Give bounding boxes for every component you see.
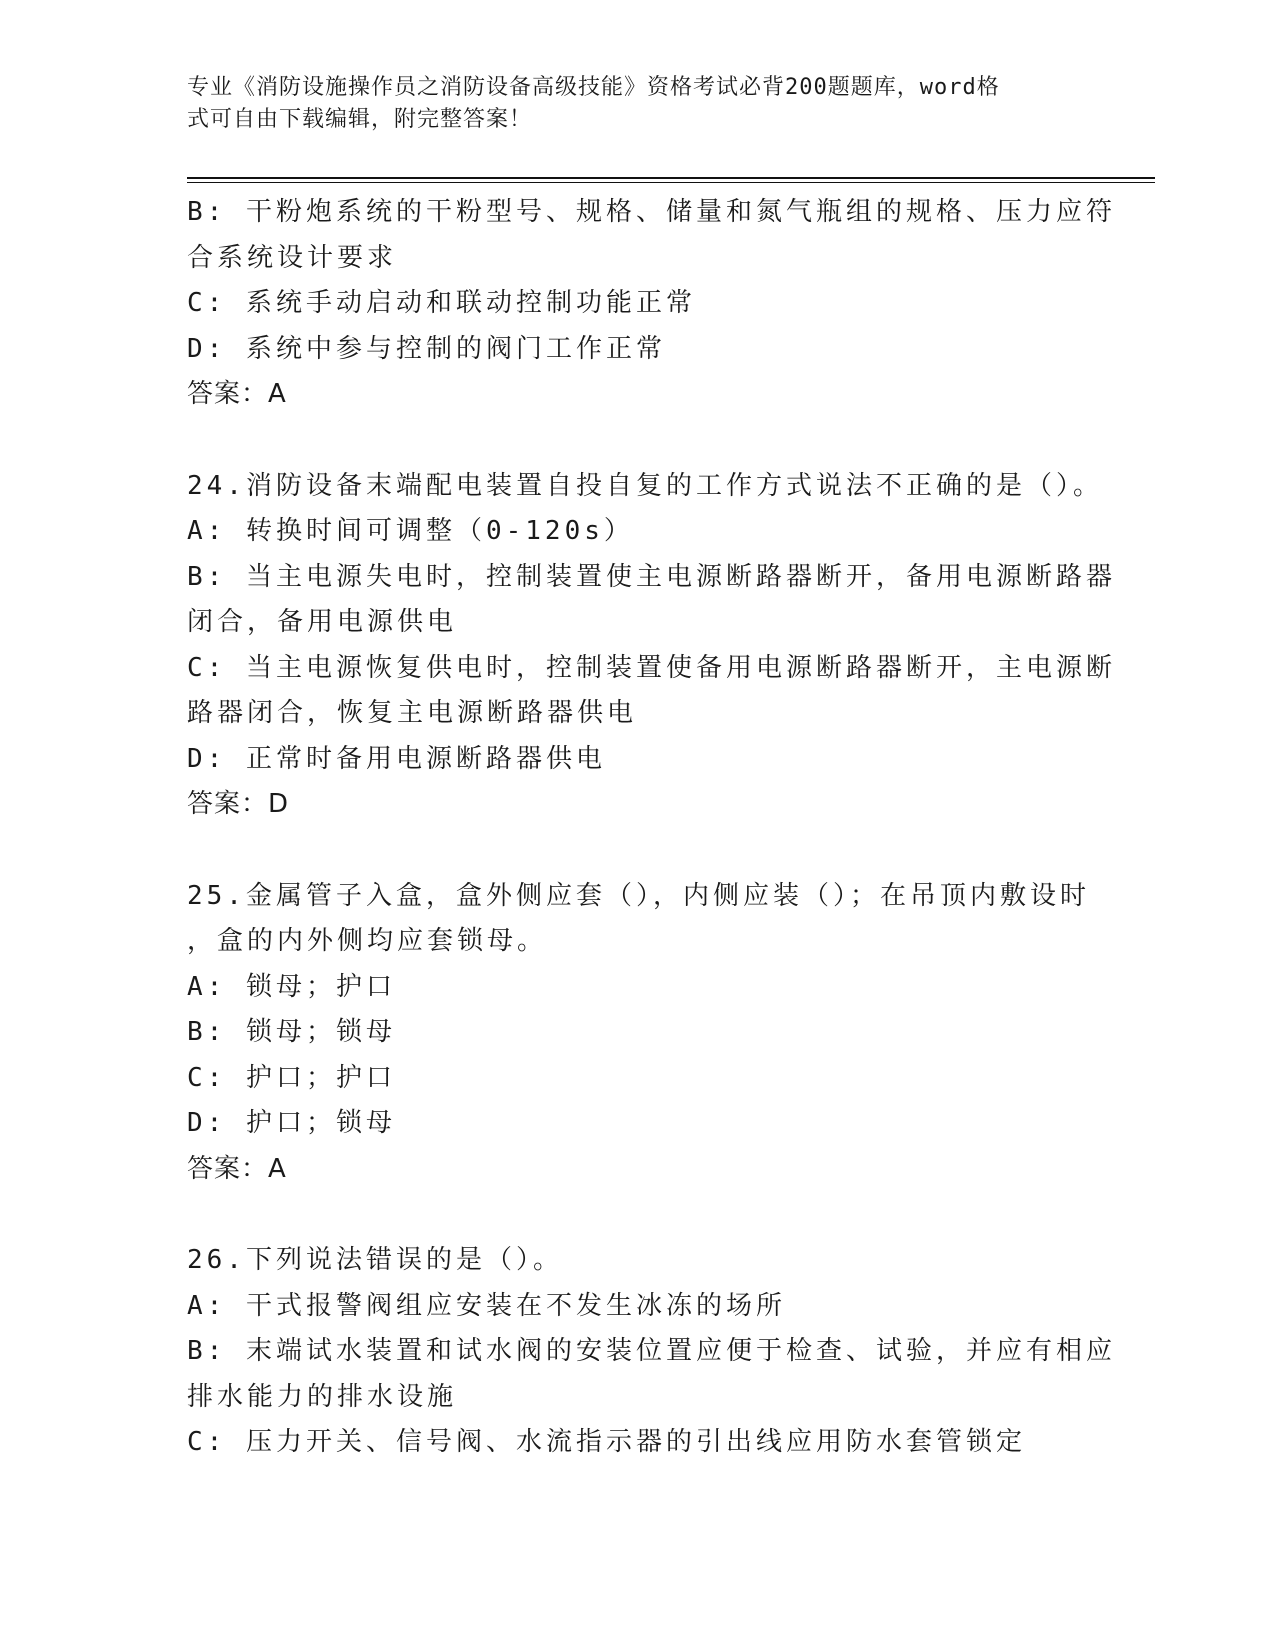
option-a: A: 干式报警阀组应安装在不发生冰冻的场所 <box>187 1290 786 1321</box>
question-26 <box>187 1238 1116 1466</box>
header-line-2: 式可自由下载编辑，附完整答案！ <box>187 107 533 132</box>
question-text: 24.消防设备末端配电装置自投自复的工作方式说法不正确的是（）。 <box>187 470 1103 501</box>
header-rule-thick <box>187 177 1155 179</box>
document-header <box>187 72 1067 136</box>
option-c-line-2: 路器闭合，恢复主电源断路器供电 <box>187 698 638 728</box>
option-b-line-2: 闭合，备用电源供电 <box>187 607 458 637</box>
question-content <box>187 190 1116 1466</box>
question-text-line-1: 25.金属管子入盒，盒外侧应套（），内侧应装（）；在吊顶内敷设时 <box>187 880 1090 911</box>
question-text-line-2: ，盒的内外侧均应套锁母。 <box>187 926 548 956</box>
option-b-line-1: B: 当主电源失电时，控制装置使主电源断路器断开，备用电源断路器 <box>187 561 1116 592</box>
option-b-line-2: 合系统设计要求 <box>187 242 398 273</box>
question-23 <box>187 190 1116 418</box>
option-c-line-1: C: 当主电源恢复供电时，控制装置使备用电源断路器断开，主电源断 <box>187 652 1116 683</box>
header-line-1: 专业《消防设施操作员之消防设备高级技能》资格考试必背200题题库，word格 <box>187 75 1000 100</box>
option-b: B: 锁母；锁母 <box>187 1017 396 1047</box>
option-a: A: 转换时间可调整（0-120s） <box>187 516 634 546</box>
question-25 <box>187 874 1090 1193</box>
option-b-line-2: 排水能力的排水设施 <box>187 1381 458 1412</box>
option-c: C: 护口；护口 <box>187 1062 396 1093</box>
answer: 答案：A <box>187 1153 287 1184</box>
option-d: D: 护口；锁母 <box>187 1108 396 1138</box>
answer: 答案：D <box>187 789 290 819</box>
option-c: C: 系统手动启动和联动控制功能正常 <box>187 288 696 318</box>
option-a: A: 锁母；护口 <box>187 971 396 1002</box>
option-d: D: 正常时备用电源断路器供电 <box>187 743 606 774</box>
option-c: C: 压力开关、信号阀、水流指示器的引出线应用防水套管锁定 <box>187 1427 1026 1457</box>
question-text: 26.下列说法错误的是（）。 <box>187 1245 563 1275</box>
option-d: D: 系统中参与控制的阀门工作正常 <box>187 333 666 364</box>
answer: 答案：A <box>187 379 287 409</box>
option-b-line-1: B: 末端试水装置和试水阀的安装位置应便于检查、试验，并应有相应 <box>187 1336 1116 1366</box>
option-b-line-1: B: 干粉炮系统的干粉型号、规格、储量和氮气瓶组的规格、压力应符 <box>187 197 1116 227</box>
question-24 <box>187 464 1116 828</box>
header-rule-thin <box>187 182 1155 183</box>
